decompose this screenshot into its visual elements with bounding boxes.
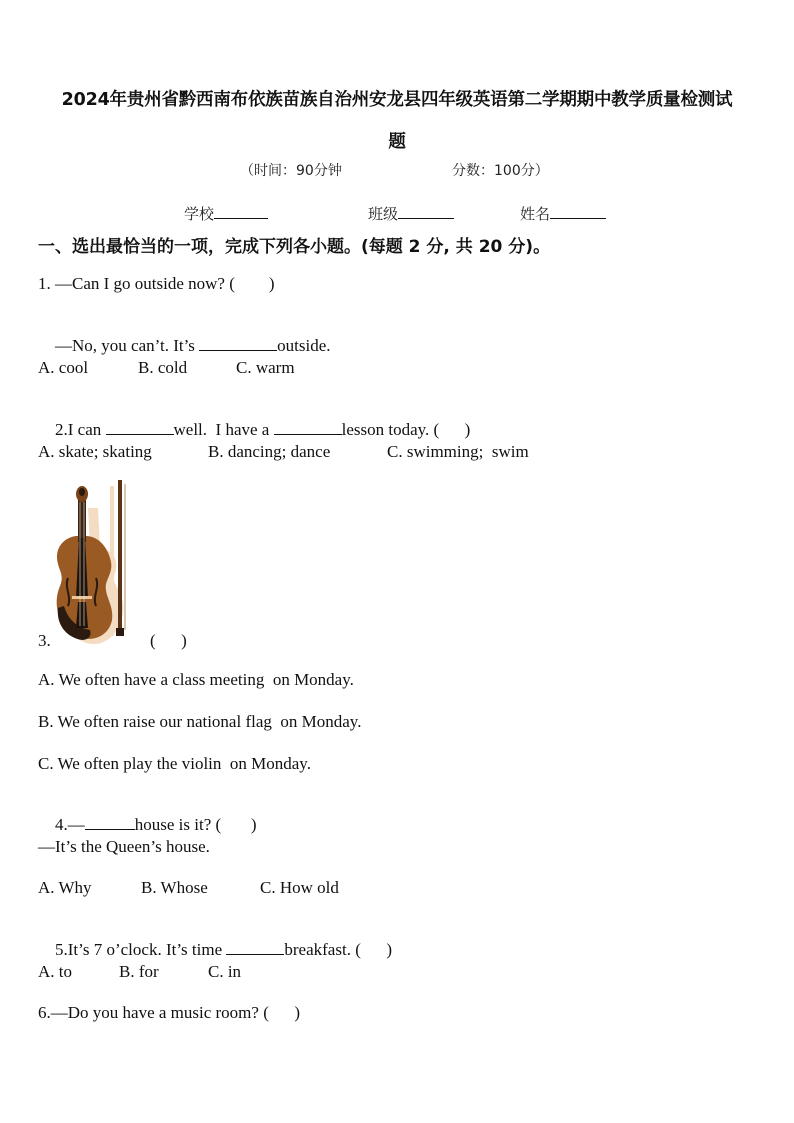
class-blank[interactable]	[398, 204, 454, 219]
q1-answer-post: outside.	[277, 336, 331, 355]
q2-option-b[interactable]: B. dancing; dance	[208, 442, 331, 461]
q5-option-b[interactable]: B. for	[119, 962, 159, 981]
q5-blank[interactable]	[226, 940, 284, 955]
q3-option-a[interactable]: A. We often have a class meeting on Monday.	[38, 670, 354, 689]
q4-post: house is it? ( )	[134, 815, 257, 834]
q2-blank-2[interactable]	[274, 420, 342, 435]
q2-mid: well. I have a	[173, 420, 274, 439]
violin-image	[48, 478, 144, 646]
school-blank[interactable]	[214, 204, 268, 219]
class-field[interactable]	[368, 203, 454, 224]
q5-option-a[interactable]: A. to	[38, 962, 72, 981]
school-field[interactable]	[184, 203, 268, 224]
q1-answer-pre: —No, you can’t. It’s	[55, 336, 200, 355]
exam-title-line1: 2024年贵州省黔西南布依族苗族自治州安龙县四年级英语第二学期期中教学质量检测试	[61, 90, 733, 110]
q1-stem: 1. —Can I go outside now? ( )	[38, 274, 275, 293]
name-blank[interactable]	[550, 204, 606, 219]
q3-paren: ( )	[150, 631, 187, 650]
class-label: 班级	[368, 205, 399, 223]
q4-option-c[interactable]: C. How old	[260, 878, 339, 897]
q1-option-c[interactable]: C. warm	[236, 358, 295, 377]
q4-option-a[interactable]: A. Why	[38, 878, 92, 897]
exam-score: 分数：100分）	[452, 163, 549, 179]
q5-pre: 5.It’s 7 o’clock. It’s time	[55, 940, 227, 959]
name-field[interactable]	[520, 203, 606, 224]
q3-option-c[interactable]: C. We often play the violin on Monday.	[38, 754, 311, 773]
exam-title-line2: 题	[388, 132, 406, 152]
q2-option-a[interactable]: A. skate; skating	[38, 442, 152, 461]
q5-post: breakfast. ( )	[284, 940, 393, 959]
q1-option-b[interactable]: B. cold	[138, 358, 188, 377]
section-heading: 一、选出最恰当的一项，完成下列各小题。(每题 2 分, 共 20 分)。	[38, 237, 551, 257]
q1-blank[interactable]	[199, 336, 277, 351]
q4-pre: 4.—	[55, 815, 85, 834]
q4-answer: —It’s the Queen’s house.	[38, 837, 210, 856]
q3-number: 3.	[38, 631, 51, 650]
q3-option-b[interactable]: B. We often raise our national flag on Monday.	[38, 712, 362, 731]
q2-option-c[interactable]: C. swimming; swim	[387, 442, 529, 461]
q6-stem: 6.—Do you have a music room? ( )	[38, 1003, 301, 1022]
name-label: 姓名	[520, 205, 551, 223]
q1-option-a[interactable]: A. cool	[38, 358, 89, 377]
q2-pre: 2.I can	[55, 420, 106, 439]
school-label: 学校	[184, 205, 215, 223]
exam-time: （时间：90分钟	[240, 163, 342, 179]
q2-post: lesson today. ( )	[341, 420, 471, 439]
q5-option-c[interactable]: C. in	[208, 962, 242, 981]
q4-blank[interactable]	[85, 815, 135, 830]
q4-option-b[interactable]: B. Whose	[141, 878, 208, 897]
q2-blank-1[interactable]	[106, 420, 174, 435]
